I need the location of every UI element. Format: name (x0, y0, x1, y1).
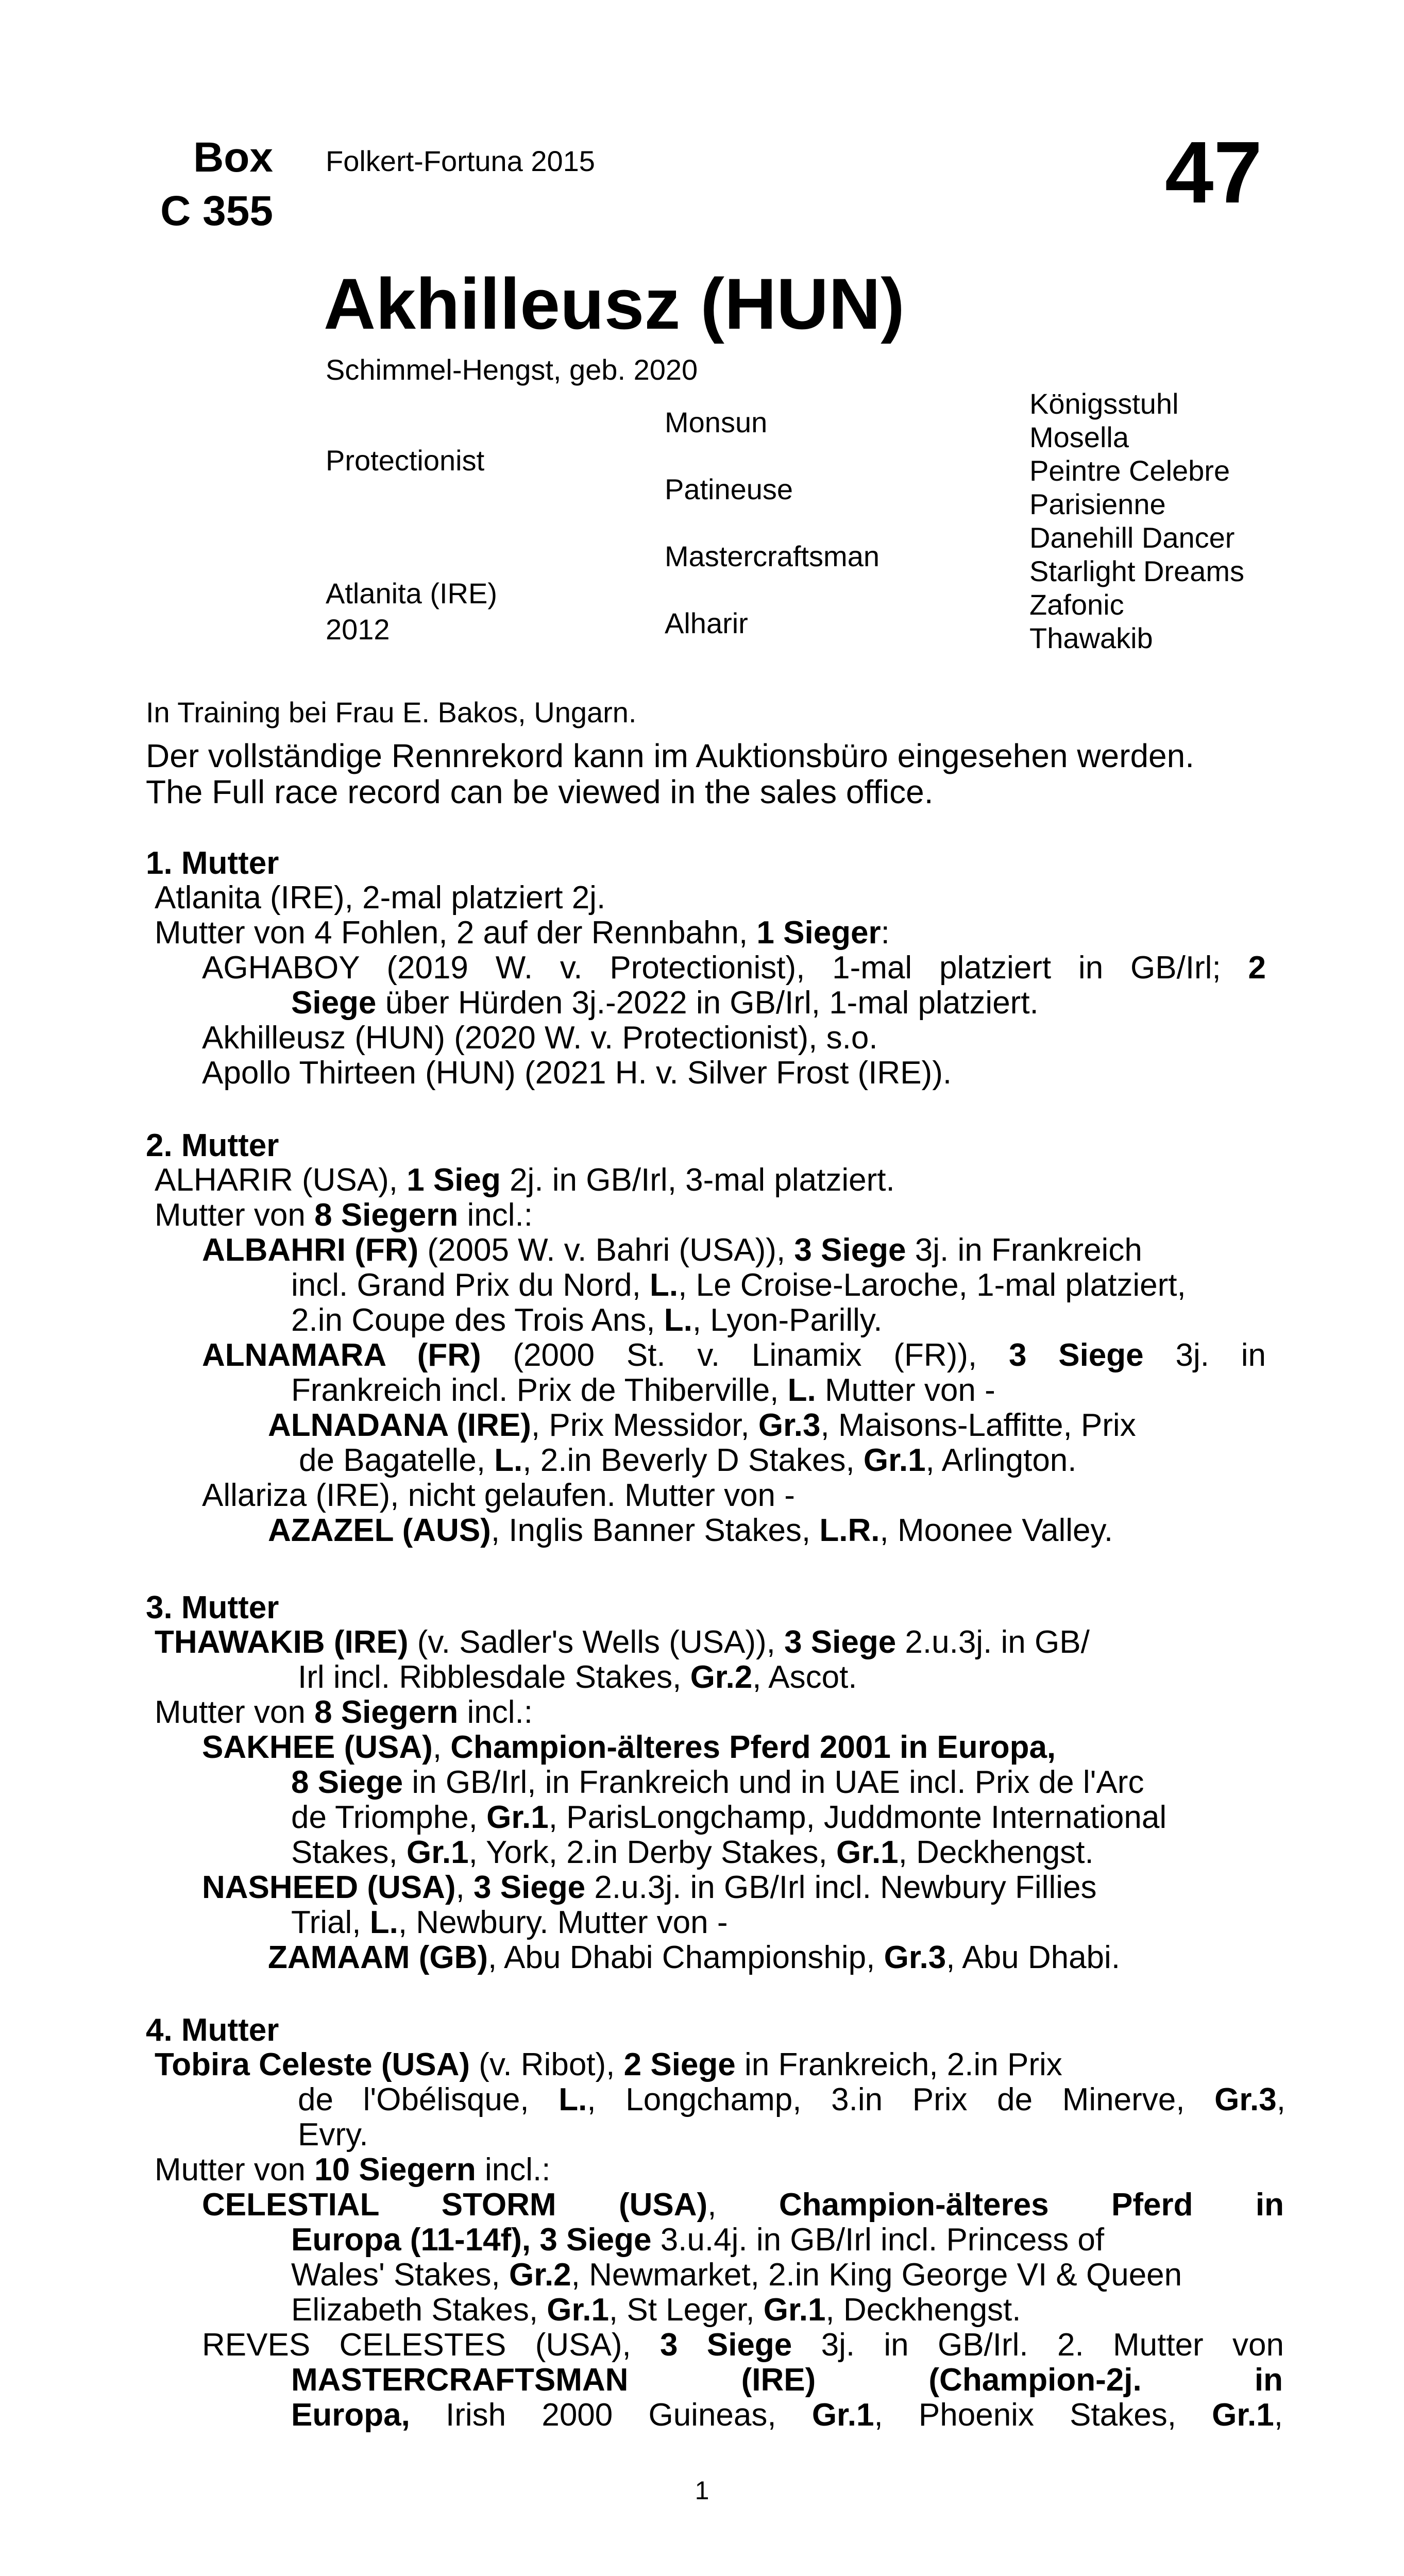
horse-name: Akhilleusz (HUN) (324, 263, 905, 344)
pedigree-grandparent: Patineuse (665, 473, 793, 505)
pedigree-great-grandparent: Mosella (1029, 421, 1129, 453)
pedigree-great-grandparent: Parisienne (1029, 488, 1166, 520)
produce-entry-cont: de Bagatelle, L., 2.in Beverly D Stakes, Gr.1, Arlington. (299, 1443, 1077, 1478)
box-label: Box (193, 134, 273, 181)
pedigree-dam-year: 2012 (326, 613, 390, 646)
produce-entry-cont: Europa (11-14f), 3 Siege 3.u.4j. in GB/Irl incl. Princess of (291, 2222, 1105, 2258)
pedigree-great-grandparent: Peintre Celebre (1029, 454, 1230, 487)
produce-entry: Akhilleusz (HUN) (2020 W. v. Protectionist), s.o. (202, 1020, 878, 1056)
page-number: 1 (695, 2476, 709, 2505)
sale-name: Folkert-Fortuna 2015 (326, 145, 595, 177)
produce-summary: Mutter von 8 Siegern incl.: (155, 1197, 533, 1233)
dam-line: Atlanita (IRE), 2-mal platziert 2j. (155, 880, 606, 916)
produce-entry-cont: MASTERCRAFTSMAN (IRE) (Champion-2j. in (291, 2362, 1283, 2398)
produce-entry-cont: 2.in Coupe des Trois Ans, L., Lyon-Parilly. (291, 1302, 883, 1338)
pedigree-grandparent: Mastercraftsman (665, 540, 879, 572)
produce-entry-cont: Siege über Hürden 3j.-2022 in GB/Irl, 1-mal platziert. (291, 985, 1039, 1021)
section-title: 4. Mutter (146, 2012, 279, 2048)
produce-entry-cont: de Triomphe, Gr.1, ParisLongchamp, Juddmonte International (291, 1800, 1167, 1835)
pedigree-grandparent: Alharir (665, 607, 748, 639)
produce-entry-cont: Elizabeth Stakes, Gr.1, St Leger, Gr.1, Deckhengst. (291, 2292, 1021, 2328)
produce-entry: ALBAHRI (FR) (2005 W. v. Bahri (USA)), 3 Siege 3j. in Frankreich (202, 1232, 1142, 1268)
pedigree-dam: Atlanita (IRE) (326, 577, 497, 609)
produce-entry: NASHEED (USA), 3 Siege 2.u.3j. in GB/Irl incl. Newbury Fillies (202, 1870, 1097, 1905)
trainer-info: In Training bei Frau E. Bakos, Ungarn. (146, 696, 637, 728)
produce-entry-cont: incl. Grand Prix du Nord, L., Le Croise-Laroche, 1-mal platziert, (291, 1267, 1186, 1303)
dam-line-cont: de l'Obélisque, L., Longchamp, 3.in Prix de Minerve, Gr.3, (298, 2082, 1285, 2117)
pedigree-great-grandparent: Zafonic (1029, 588, 1124, 621)
pedigree-sire: Protectionist (326, 444, 485, 477)
pedigree-great-grandparent: Starlight Dreams (1029, 555, 1245, 587)
section-title: 3. Mutter (146, 1590, 279, 1625)
produce-entry: AZAZEL (AUS), Inglis Banner Stakes, L.R., Moonee Valley. (268, 1513, 1113, 1548)
produce-entry: SAKHEE (USA), Champion-älteres Pferd 2001 in Europa, (202, 1730, 1056, 1765)
section-title: 2. Mutter (146, 1128, 279, 1163)
dam-line: THAWAKIB (IRE) (v. Sadler's Wells (USA)), 3 Siege 2.u.3j. in GB/ (155, 1624, 1090, 1660)
produce-entry: AGHABOY (2019 W. v. Protectionist), 1-mal platziert in GB/Irl; 2 (202, 950, 1266, 986)
dam-line: ALHARIR (USA), 1 Sieg 2j. in GB/Irl, 3-mal platziert. (155, 1162, 895, 1198)
race-record-note-en: The Full race record can be viewed in the sales office. (146, 773, 934, 810)
produce-entry: ZAMAAM (GB), Abu Dhabi Championship, Gr.3, Abu Dhabi. (268, 1940, 1121, 1975)
produce-entry: ALNADANA (IRE), Prix Messidor, Gr.3, Maisons-Laffitte, Prix (268, 1408, 1136, 1443)
produce-entry: Apollo Thirteen (HUN) (2021 H. v. Silver Frost (IRE)). (202, 1055, 952, 1091)
dam-line: Tobira Celeste (USA) (v. Ribot), 2 Siege in Frankreich, 2.in Prix (155, 2047, 1062, 2082)
race-record-note-de: Der vollständige Rennrekord kann im Auktionsbüro eingesehen werden. (146, 737, 1194, 774)
produce-summary: Mutter von 10 Siegern incl.: (155, 2152, 551, 2188)
pedigree-great-grandparent: Königsstuhl (1029, 387, 1179, 420)
produce-entry-cont: 8 Siege in GB/Irl, in Frankreich und in UAE incl. Prix de l'Arc (291, 1765, 1144, 1800)
produce-entry-cont: Stakes, Gr.1, York, 2.in Derby Stakes, Gr.1, Deckhengst. (291, 1835, 1094, 1870)
pedigree-grandparent: Monsun (665, 406, 768, 438)
produce-entry-cont: Trial, L., Newbury. Mutter von - (291, 1905, 728, 1940)
lot-number: 47 (1164, 124, 1262, 222)
dam-line-cont: Evry. (298, 2117, 368, 2153)
produce-entry-cont: Europa, Irish 2000 Guineas, Gr.1, Phoenix Stakes, Gr.1, (291, 2397, 1283, 2433)
horse-description: Schimmel-Hengst, geb. 2020 (326, 353, 698, 386)
dam-line-cont: Irl incl. Ribblesdale Stakes, Gr.2, Ascot. (298, 1659, 857, 1695)
section-title: 1. Mutter (146, 845, 279, 881)
produce-entry: CELESTIAL STORM (USA), Champion-älteres Pferd in (202, 2187, 1284, 2223)
produce-entry-cont: Wales' Stakes, Gr.2, Newmarket, 2.in King George VI & Queen (291, 2257, 1182, 2293)
produce-entry: ALNAMARA (FR) (2000 St. v. Linamix (FR)), 3 Siege 3j. in (202, 1337, 1266, 1373)
pedigree-great-grandparent: Thawakib (1029, 622, 1153, 654)
produce-entry-cont: Frankreich incl. Prix de Thiberville, L. Mutter von - (291, 1372, 995, 1408)
pedigree-great-grandparent: Danehill Dancer (1029, 521, 1235, 554)
produce-entry: REVES CELESTES (USA), 3 Siege 3j. in GB/Irl. 2. Mutter von (202, 2327, 1284, 2363)
produce-summary: Mutter von 8 Siegern incl.: (155, 1694, 533, 1730)
box-number: C 355 (160, 188, 273, 234)
produce-summary: Mutter von 4 Fohlen, 2 auf der Rennbahn, 1 Sieger: (155, 915, 890, 951)
produce-entry: Allariza (IRE), nicht gelaufen. Mutter von - (202, 1478, 795, 1513)
